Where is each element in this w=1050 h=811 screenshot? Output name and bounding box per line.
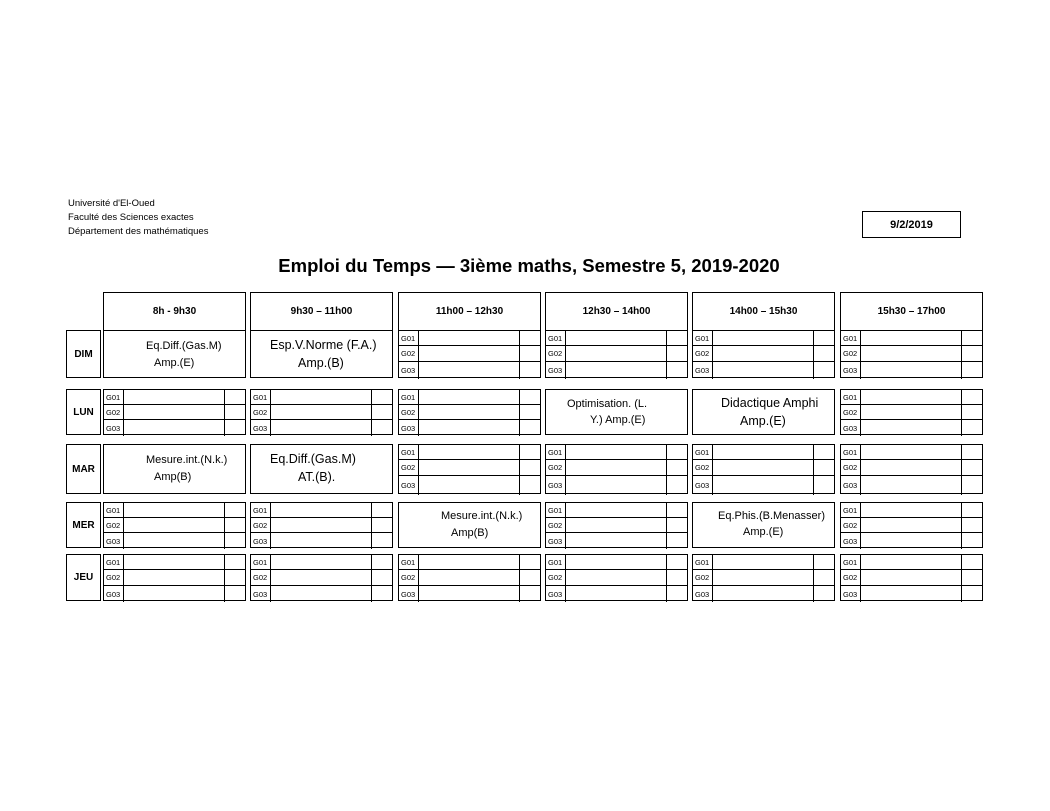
group-divider xyxy=(813,445,814,459)
group-row[interactable] xyxy=(104,390,245,405)
group-divider xyxy=(371,570,372,585)
group-divider xyxy=(519,390,520,404)
group-label: G03 xyxy=(693,476,713,495)
group-cell xyxy=(398,554,541,601)
group-row[interactable] xyxy=(693,586,834,602)
group-row[interactable] xyxy=(693,331,834,346)
group-divider xyxy=(224,533,225,549)
group-divider xyxy=(371,555,372,569)
group-divider xyxy=(519,331,520,345)
group-label: G01 xyxy=(693,555,713,569)
group-row[interactable] xyxy=(841,405,982,420)
group-divider xyxy=(961,570,962,585)
group-row[interactable] xyxy=(399,331,540,346)
group-divider xyxy=(666,518,667,532)
group-label: G01 xyxy=(251,503,271,517)
group-label: G02 xyxy=(693,460,713,475)
group-label: G02 xyxy=(546,346,566,361)
group-cell xyxy=(840,554,983,601)
group-row[interactable] xyxy=(693,555,834,570)
group-divider xyxy=(224,570,225,585)
group-row[interactable] xyxy=(399,460,540,476)
group-label: G03 xyxy=(841,476,861,495)
course-title: Didactique Amphi xyxy=(721,396,819,410)
course-room: Amp.(E) xyxy=(740,414,786,428)
course-room: AT.(B). xyxy=(298,470,336,484)
course-cell[interactable] xyxy=(250,330,393,378)
group-divider xyxy=(224,586,225,602)
group-divider xyxy=(371,420,372,436)
slot-header-1: 9h30 – 11h00 xyxy=(250,292,393,331)
group-divider xyxy=(519,346,520,361)
group-label: G03 xyxy=(841,533,861,549)
group-divider xyxy=(961,405,962,419)
course-room: Amp.(E) xyxy=(743,526,784,538)
group-label: G02 xyxy=(104,518,124,532)
course-room: Amp(B) xyxy=(154,471,192,483)
group-label: G01 xyxy=(399,445,419,459)
group-label: G03 xyxy=(251,420,271,436)
group-divider xyxy=(961,518,962,532)
group-divider xyxy=(961,420,962,436)
group-divider xyxy=(813,476,814,495)
group-label: G03 xyxy=(841,362,861,379)
group-row[interactable] xyxy=(399,476,540,495)
group-row[interactable] xyxy=(546,476,687,495)
group-divider xyxy=(371,518,372,532)
group-label: G03 xyxy=(399,362,419,379)
group-label: G01 xyxy=(546,555,566,569)
group-cell xyxy=(692,444,835,494)
group-divider xyxy=(224,390,225,404)
slot-header-3: 12h30 – 14h00 xyxy=(545,292,688,331)
group-divider xyxy=(961,476,962,495)
course-title: Mesure.int.(N.k.) xyxy=(146,454,228,466)
group-divider xyxy=(519,405,520,419)
group-label: G01 xyxy=(693,445,713,459)
group-label: G03 xyxy=(546,362,566,379)
group-label: G03 xyxy=(693,586,713,602)
group-divider xyxy=(961,331,962,345)
course-cell[interactable] xyxy=(250,444,393,494)
group-divider xyxy=(666,570,667,585)
group-divider xyxy=(961,555,962,569)
group-row[interactable] xyxy=(693,460,834,476)
group-row[interactable] xyxy=(546,518,687,533)
group-divider xyxy=(813,362,814,379)
group-row[interactable] xyxy=(104,420,245,436)
group-row[interactable] xyxy=(841,420,982,436)
course-title: Eq.Diff.(Gas.M) xyxy=(270,452,356,466)
group-label: G02 xyxy=(693,570,713,585)
group-divider xyxy=(961,445,962,459)
group-row[interactable] xyxy=(399,586,540,602)
group-row[interactable] xyxy=(841,390,982,405)
group-label: G02 xyxy=(546,460,566,475)
group-row[interactable] xyxy=(693,346,834,362)
group-label: G01 xyxy=(251,555,271,569)
group-row[interactable] xyxy=(546,555,687,570)
group-label: G01 xyxy=(104,555,124,569)
group-divider xyxy=(224,518,225,532)
group-cell xyxy=(545,502,688,548)
group-label: G02 xyxy=(399,346,419,361)
group-label: G03 xyxy=(251,586,271,602)
day-label-jeu: JEU xyxy=(66,554,101,601)
group-row[interactable] xyxy=(841,362,982,379)
group-divider xyxy=(813,346,814,361)
group-divider xyxy=(813,570,814,585)
group-label: G02 xyxy=(104,405,124,419)
group-label: G03 xyxy=(104,586,124,602)
day-label-lun: LUN xyxy=(66,389,101,435)
group-row[interactable] xyxy=(841,503,982,518)
group-divider xyxy=(666,346,667,361)
group-row[interactable] xyxy=(841,518,982,533)
group-label: G02 xyxy=(399,460,419,475)
group-cell xyxy=(398,444,541,494)
group-label: G03 xyxy=(546,476,566,495)
slot-header-0: 8h - 9h30 xyxy=(103,292,246,331)
page-title: Emploi du Temps — 3ième maths, Semestre 5, 2019-2020 xyxy=(278,255,780,276)
group-divider xyxy=(666,555,667,569)
group-divider xyxy=(224,555,225,569)
group-label: G02 xyxy=(841,570,861,585)
group-row[interactable] xyxy=(546,586,687,602)
group-row[interactable] xyxy=(841,570,982,586)
day-label-dim: DIM xyxy=(66,330,101,378)
university-name: Université d'El-Oued xyxy=(68,198,155,209)
group-cell xyxy=(250,502,393,548)
group-divider xyxy=(224,420,225,436)
group-label: G02 xyxy=(841,346,861,361)
group-divider xyxy=(519,570,520,585)
group-row[interactable] xyxy=(251,503,392,518)
group-label: G01 xyxy=(546,331,566,345)
group-divider xyxy=(666,503,667,517)
group-row[interactable] xyxy=(251,420,392,436)
group-cell xyxy=(840,444,983,494)
group-cell xyxy=(692,554,835,601)
group-divider xyxy=(371,503,372,517)
group-row[interactable] xyxy=(841,586,982,602)
group-divider xyxy=(224,405,225,419)
course-title: Mesure.int.(N.k.) xyxy=(441,510,523,522)
group-label: G01 xyxy=(104,390,124,404)
group-divider xyxy=(961,390,962,404)
group-divider xyxy=(666,331,667,345)
group-row[interactable] xyxy=(104,570,245,586)
group-row[interactable] xyxy=(104,533,245,549)
group-label: G03 xyxy=(841,420,861,436)
group-cell xyxy=(840,502,983,548)
group-label: G03 xyxy=(399,420,419,436)
group-row[interactable] xyxy=(693,445,834,460)
group-label: G01 xyxy=(251,390,271,404)
group-row[interactable] xyxy=(546,503,687,518)
group-cell xyxy=(545,330,688,378)
group-divider xyxy=(666,533,667,549)
group-cell xyxy=(398,389,541,435)
group-label: G01 xyxy=(399,331,419,345)
group-row[interactable] xyxy=(399,445,540,460)
group-divider xyxy=(519,445,520,459)
group-row[interactable] xyxy=(399,570,540,586)
group-label: G01 xyxy=(693,331,713,345)
group-label: G01 xyxy=(841,555,861,569)
faculty-name: Faculté des Sciences exactes xyxy=(68,212,194,223)
group-label: G03 xyxy=(693,362,713,379)
group-cell xyxy=(103,502,246,548)
course-cell[interactable] xyxy=(692,502,835,548)
group-row[interactable] xyxy=(399,346,540,362)
group-row[interactable] xyxy=(841,460,982,476)
group-row[interactable] xyxy=(251,405,392,420)
group-row[interactable] xyxy=(546,460,687,476)
group-label: G01 xyxy=(546,503,566,517)
group-cell xyxy=(103,554,246,601)
course-title: Esp.V.Norme (F.A.) xyxy=(270,338,377,352)
group-cell xyxy=(840,330,983,378)
slot-header-4: 14h00 – 15h30 xyxy=(692,292,835,331)
group-row[interactable] xyxy=(251,533,392,549)
course-cell[interactable] xyxy=(398,502,541,548)
group-divider xyxy=(961,533,962,549)
group-row[interactable] xyxy=(399,555,540,570)
course-cell[interactable] xyxy=(692,389,835,435)
group-divider xyxy=(519,460,520,475)
group-divider xyxy=(371,533,372,549)
group-label: G01 xyxy=(841,390,861,404)
group-row[interactable] xyxy=(251,570,392,586)
group-row[interactable] xyxy=(546,331,687,346)
group-row[interactable] xyxy=(841,445,982,460)
group-label: G02 xyxy=(693,346,713,361)
slot-header-2: 11h00 – 12h30 xyxy=(398,292,541,331)
group-cell xyxy=(840,389,983,435)
group-row[interactable] xyxy=(104,503,245,518)
group-label: G03 xyxy=(104,533,124,549)
group-label: G03 xyxy=(546,533,566,549)
group-divider xyxy=(666,445,667,459)
group-row[interactable] xyxy=(841,555,982,570)
group-label: G01 xyxy=(399,555,419,569)
group-label: G02 xyxy=(251,518,271,532)
group-label: G01 xyxy=(841,503,861,517)
date-box: 9/2/2019 xyxy=(862,211,961,238)
group-cell xyxy=(103,389,246,435)
day-label-mar: MAR xyxy=(66,444,101,494)
course-cell[interactable] xyxy=(103,444,246,494)
group-row[interactable] xyxy=(399,405,540,420)
group-row[interactable] xyxy=(546,533,687,549)
group-row[interactable] xyxy=(399,362,540,379)
group-row[interactable] xyxy=(841,476,982,495)
group-divider xyxy=(371,405,372,419)
group-row[interactable] xyxy=(546,570,687,586)
group-label: G01 xyxy=(841,445,861,459)
course-cell[interactable] xyxy=(545,389,688,435)
course-room: Amp.(E) xyxy=(154,357,195,369)
group-row[interactable] xyxy=(693,362,834,379)
group-divider xyxy=(519,555,520,569)
group-row[interactable] xyxy=(104,586,245,602)
group-divider xyxy=(813,331,814,345)
group-row[interactable] xyxy=(841,331,982,346)
group-divider xyxy=(813,460,814,475)
group-label: G02 xyxy=(251,570,271,585)
course-cell[interactable] xyxy=(103,330,246,378)
course-title: Eq.Diff.(Gas.M) xyxy=(146,340,222,352)
group-label: G03 xyxy=(104,420,124,436)
group-row[interactable] xyxy=(841,346,982,362)
group-row[interactable] xyxy=(546,346,687,362)
group-divider xyxy=(666,460,667,475)
group-row[interactable] xyxy=(251,586,392,602)
group-divider xyxy=(666,586,667,602)
group-cell xyxy=(398,330,541,378)
group-divider xyxy=(519,420,520,436)
group-divider xyxy=(224,503,225,517)
group-row[interactable] xyxy=(251,390,392,405)
group-label: G03 xyxy=(546,586,566,602)
group-divider xyxy=(519,586,520,602)
group-divider xyxy=(666,476,667,495)
group-divider xyxy=(371,586,372,602)
day-label-mer: MER xyxy=(66,502,101,548)
group-row[interactable] xyxy=(399,420,540,436)
group-divider xyxy=(371,390,372,404)
group-divider xyxy=(961,586,962,602)
group-cell xyxy=(250,554,393,601)
group-divider xyxy=(666,362,667,379)
group-label: G02 xyxy=(251,405,271,419)
group-label: G02 xyxy=(546,518,566,532)
group-row[interactable] xyxy=(841,533,982,549)
group-label: G01 xyxy=(841,331,861,345)
group-row[interactable] xyxy=(693,476,834,495)
group-label: G02 xyxy=(841,518,861,532)
course-title: Eq.Phis.(B.Menasser) xyxy=(718,510,825,522)
group-row[interactable] xyxy=(104,555,245,570)
group-row[interactable] xyxy=(104,518,245,533)
group-divider xyxy=(961,362,962,379)
course-room: Amp.(B) xyxy=(298,356,344,370)
course-room: Y.) Amp.(E) xyxy=(590,414,646,426)
group-row[interactable] xyxy=(251,555,392,570)
group-label: G03 xyxy=(841,586,861,602)
group-cell xyxy=(692,330,835,378)
group-divider xyxy=(961,346,962,361)
group-label: G03 xyxy=(251,533,271,549)
group-row[interactable] xyxy=(693,570,834,586)
group-label: G02 xyxy=(399,405,419,419)
course-room: Amp(B) xyxy=(451,527,489,539)
group-label: G02 xyxy=(841,460,861,475)
group-divider xyxy=(813,586,814,602)
group-divider xyxy=(519,362,520,379)
slot-header-5: 15h30 – 17h00 xyxy=(840,292,983,331)
group-row[interactable] xyxy=(104,405,245,420)
group-divider xyxy=(961,503,962,517)
group-cell xyxy=(545,444,688,494)
group-row[interactable] xyxy=(546,445,687,460)
group-label: G02 xyxy=(399,570,419,585)
group-cell xyxy=(250,389,393,435)
group-label: G01 xyxy=(546,445,566,459)
course-title: Optimisation. (L. xyxy=(567,398,648,410)
group-row[interactable] xyxy=(251,518,392,533)
group-label: G03 xyxy=(399,476,419,495)
group-divider xyxy=(961,460,962,475)
group-divider xyxy=(813,555,814,569)
group-cell xyxy=(545,554,688,601)
group-row[interactable] xyxy=(399,390,540,405)
group-divider xyxy=(519,476,520,495)
group-label: G01 xyxy=(399,390,419,404)
group-label: G02 xyxy=(841,405,861,419)
group-row[interactable] xyxy=(546,362,687,379)
group-label: G01 xyxy=(104,503,124,517)
group-label: G02 xyxy=(104,570,124,585)
department-name: Département des mathématiques xyxy=(68,226,209,237)
group-label: G02 xyxy=(546,570,566,585)
group-label: G03 xyxy=(399,586,419,602)
